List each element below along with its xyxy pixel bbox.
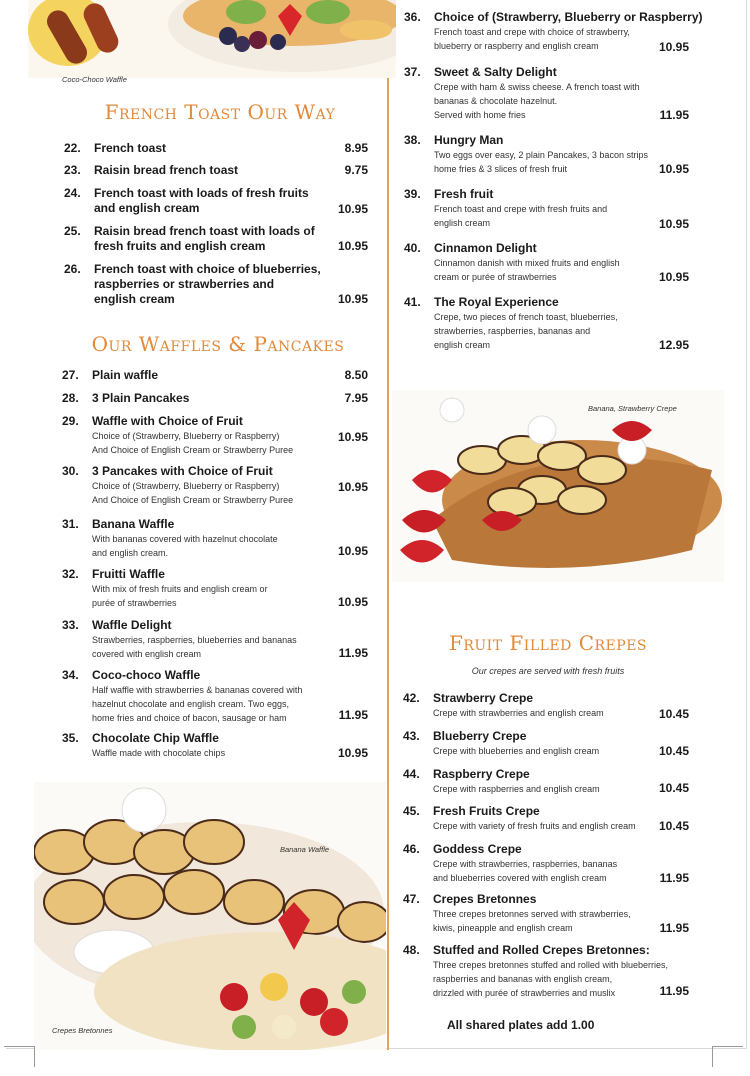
item-name: Coco-choco Waffle (92, 668, 201, 682)
item-name: French toast (94, 141, 167, 155)
item-number: 22. (64, 141, 81, 155)
item-price: 10.95 (337, 202, 368, 216)
item-name: 3 Pancakes with Choice of Fruit (92, 464, 273, 478)
item-price: 10.45 (658, 819, 689, 833)
item-number: 34. (62, 668, 79, 682)
item-number: 32. (62, 567, 79, 581)
item-name: Banana Waffle (92, 517, 175, 531)
banana-strawberry-crepe-image (392, 390, 724, 582)
item-price: 10.95 (337, 292, 368, 306)
item-number: 48. (403, 943, 420, 957)
item-name: French toast with choice of blueberries, raspberries or strawberries and english cream (94, 262, 321, 306)
caption-banana-waffle: Banana Waffle (280, 845, 330, 854)
item-number: 37. (404, 65, 421, 79)
caption-banana-strawberry-crepe: Banana, Strawberry Crepe (588, 404, 677, 413)
item-price: 10.95 (337, 239, 368, 253)
section-title-french-toast: French Toast Our Way (104, 100, 336, 124)
item-price: 9.75 (344, 163, 368, 177)
item-name: Raisin bread french toast (94, 163, 239, 177)
item-number: 36. (404, 10, 421, 24)
item-price: 7.95 (344, 391, 368, 405)
section-title-waffles: Our Waffles & Pancakes (91, 332, 345, 356)
item-number: 46. (403, 842, 420, 856)
item-price: 10.45 (658, 707, 689, 721)
item-description: Half waffle with strawberries & bananas covered with hazelnut chocolate and english cream. Two eggs, home fries and choice of bacon, sausage or ham (92, 685, 303, 723)
item-price: 10.95 (337, 480, 368, 494)
item-description: Choice of (Strawberry, Blueberry or Raspberry) And Choice of English Cream or Strawberry Puree (92, 481, 294, 505)
item-name: Raisin bread french toast with loads of fresh fruits and english cream (94, 224, 315, 253)
item-number: 23. (64, 163, 81, 177)
item-name: Goddess Crepe (433, 842, 522, 856)
corner-mark-right (712, 1046, 743, 1067)
item-price: 12.95 (658, 338, 689, 352)
item-price: 10.45 (658, 781, 689, 795)
item-description: Crepe with raspberries and english cream (433, 784, 600, 794)
item-price: 8.50 (344, 368, 368, 382)
item-number: 26. (64, 262, 81, 276)
item-price: 10.95 (658, 217, 689, 231)
item-price: 10.45 (658, 744, 689, 758)
item-number: 31. (62, 517, 79, 531)
item-name: Chocolate Chip Waffle (92, 731, 219, 745)
item-price: 11.95 (338, 646, 368, 660)
item-number: 42. (403, 691, 420, 705)
item-description: Crepe with strawberries, raspberries, bananas and blueberries covered with english cream (433, 859, 618, 883)
item-name: Waffle Delight (92, 618, 172, 632)
item-number: 40. (404, 241, 421, 255)
coco-choco-waffle-photo (28, 0, 396, 78)
item-description: Two eggs over easy, 2 plain Pancakes, 3 bacon strips home fries & 3 slices of fresh fruit (434, 150, 648, 174)
item-name: Sweet & Salty Delight (434, 65, 557, 79)
item-price: 10.95 (337, 430, 368, 444)
item-description: Three crepes bretonnes served with strawberries, kiwis, pineapple and english cream (433, 909, 631, 933)
banana-waffle-image (34, 782, 386, 1050)
item-name: The Royal Experience (434, 295, 559, 309)
item-price: 11.95 (338, 708, 368, 722)
item-number: 47. (403, 892, 420, 906)
item-name: Raspberry Crepe (433, 767, 530, 781)
item-number: 43. (403, 729, 420, 743)
item-price: 8.95 (344, 141, 368, 155)
item-number: 29. (62, 414, 79, 428)
item-name: Hungry Man (434, 133, 504, 147)
item-description: Crepe with variety of fresh fruits and english cream (433, 821, 636, 831)
item-description: Waffle made with chocolate chips (92, 748, 226, 758)
item-name: Cinnamon Delight (434, 241, 537, 255)
item-price: 11.95 (659, 871, 689, 885)
item-description: Strawberries, raspberries, blueberries and bananas covered with english cream (92, 635, 297, 659)
item-name: Plain waffle (92, 368, 159, 382)
crepes-note: Our crepes are served with fresh fruits (471, 666, 625, 676)
item-description: Crepe with ham & swiss cheese. A french toast with bananas & chocolate hazelnut. Served with home fries (434, 82, 640, 120)
item-price: 10.95 (658, 162, 689, 176)
item-description: French toast and crepe with fresh fruits and english cream (434, 204, 608, 228)
caption-coco-choco-waffle: Coco-Choco Waffle (62, 75, 127, 84)
item-name: Stuffed and Rolled Crepes Bretonnes: (433, 943, 650, 957)
item-description: With mix of fresh fruits and english cream or purée of strawberries (92, 584, 268, 608)
item-number: 30. (62, 464, 79, 478)
item-number: 25. (64, 224, 81, 238)
item-price: 10.95 (658, 270, 689, 284)
item-name: Crepes Bretonnes (433, 892, 537, 906)
coco-choco-waffle-image (28, 0, 396, 78)
banana-waffle-photo (34, 782, 386, 1050)
item-number: 41. (404, 295, 421, 309)
item-number: 24. (64, 186, 81, 200)
item-name: Fresh fruit (434, 187, 494, 201)
item-description: Crepe with strawberries and english cream (433, 708, 604, 718)
item-description: With bananas covered with hazelnut chocolate and english cream. (92, 534, 278, 558)
item-name: Strawberry Crepe (433, 691, 534, 705)
item-number: 39. (404, 187, 421, 201)
item-price: 11.95 (659, 108, 689, 122)
item-number: 44. (403, 767, 420, 781)
item-price: 11.95 (659, 984, 689, 998)
item-name: Choice of (Strawberry, Blueberry or Raspberry) (434, 10, 703, 24)
item-number: 33. (62, 618, 79, 632)
item-name: Blueberry Crepe (433, 729, 527, 743)
item-number: 27. (62, 368, 79, 382)
item-description: Three crepes bretonnes stuffed and rolled with blueberries, raspberries and bananas with english cream, drizzled with purée of strawberries and muslix (433, 960, 668, 998)
item-price: 10.95 (337, 544, 368, 558)
item-description: Crepe, two pieces of french toast, blueberries, strawberries, raspberries, bananas and english cream (434, 312, 618, 350)
item-number: 38. (404, 133, 421, 147)
item-price: 10.95 (337, 746, 368, 760)
caption-crepes-bretonnes: Crepes Bretonnes (52, 1026, 113, 1035)
item-description: Crepe with blueberries and english cream (433, 746, 600, 756)
section-title-crepes: Fruit Filled Crepes (448, 631, 648, 655)
shared-plates-note: All shared plates add 1.00 (447, 1018, 595, 1032)
item-description: French toast and crepe with choice of strawberry, blueberry or raspberry and english cream (434, 27, 630, 51)
column-divider (387, 0, 389, 1050)
item-name: French toast with loads of fresh fruits and english cream (94, 186, 309, 215)
item-description: Cinnamon danish with mixed fruits and english cream or purée of strawberries (434, 258, 620, 282)
item-number: 45. (403, 804, 420, 818)
item-price: 10.95 (337, 595, 368, 609)
item-number: 35. (62, 731, 79, 745)
item-name: Fresh Fruits Crepe (433, 804, 540, 818)
item-description: Choice of (Strawberry, Blueberry or Raspberry) And Choice of English Cream or Strawberry Puree (92, 431, 294, 455)
item-name: Waffle with Choice of Fruit (92, 414, 243, 428)
item-name: Fruitti Waffle (92, 567, 165, 581)
item-number: 28. (62, 391, 79, 405)
corner-mark-left (4, 1046, 35, 1067)
item-price: 10.95 (658, 40, 689, 54)
banana-strawberry-crepe-photo (392, 390, 724, 582)
item-price: 11.95 (659, 921, 689, 935)
item-name: 3 Plain Pancakes (92, 391, 190, 405)
